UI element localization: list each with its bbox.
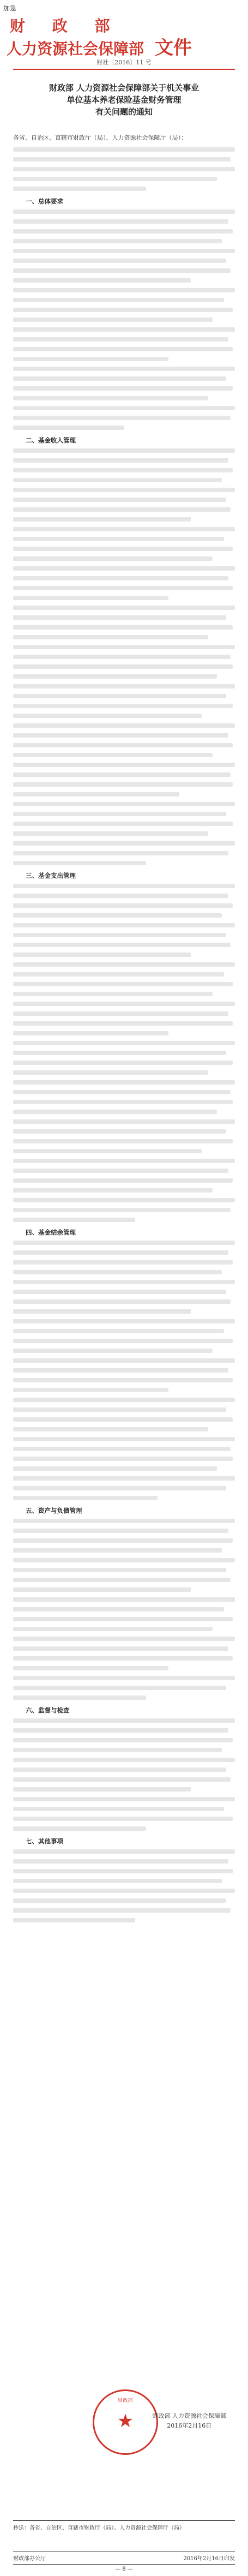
signature-date: 2016年2月16日 (167, 2422, 212, 2429)
title-line-1: 财政部 人力资源社会保障部关于机关事业 (49, 83, 199, 93)
section-text (13, 209, 235, 430)
red-divider (13, 69, 235, 70)
section-text (13, 1519, 235, 1700)
title-line-3: 有关问题的通知 (95, 107, 153, 117)
print-footer (13, 2551, 235, 2565)
page-number: — 8 — (115, 2566, 133, 2572)
section-text (13, 884, 235, 1222)
doc-word: 文件 (155, 37, 192, 59)
section-text (13, 1718, 235, 1831)
section-heading: 五、资产与负债管理 (26, 1507, 82, 1514)
seal-star-icon: ★ (117, 2410, 134, 2432)
title-line-2: 单位基本养老保险基金财务管理 (66, 95, 182, 105)
section-text (13, 448, 235, 865)
header-line-2 (7, 37, 241, 59)
section-text (13, 1241, 235, 1500)
print-date: 2016年2月16日印发 (183, 2556, 235, 2562)
addressee: 各省、自治区、直辖市财政厅（局）、人力资源社会保障厅（局）： (13, 134, 187, 141)
signature-block (153, 2411, 227, 2431)
section-heading: 四、基金结余管理 (26, 1229, 76, 1236)
section-heading: 三、基金支出管理 (26, 872, 76, 879)
urgency-label: 加急 (3, 4, 17, 12)
section-heading: 七、其他事项 (26, 1837, 63, 1845)
document-number: 财社〔2016〕11 号 (96, 59, 152, 66)
section-heading: 二、基金收入管理 (26, 436, 76, 444)
section-heading: 六、监督与检查 (26, 1706, 70, 1714)
intro-paragraph (13, 147, 235, 191)
section-text (13, 1849, 235, 1922)
header-line-1 (10, 14, 241, 36)
official-seal (93, 2389, 158, 2455)
section-heading: 一、总体要求 (26, 197, 63, 205)
signatory-orgs: 财政部 人力资源社会保障部 (152, 2412, 226, 2419)
issuer-mof: 财 政 部 (10, 17, 121, 35)
document-body (13, 133, 235, 1928)
red-header (7, 14, 241, 59)
issuer-mohrss: 人力资源社会保障部 (7, 40, 144, 58)
print-office: 财政部办公厅 (13, 2556, 46, 2562)
copy-to: 抄送：各省、自治区、直辖市财政厅（局）、人力资源社会保障厅（局） (13, 2520, 235, 2533)
seal-text: 财政部 (118, 2398, 133, 2404)
document-title (13, 82, 235, 118)
